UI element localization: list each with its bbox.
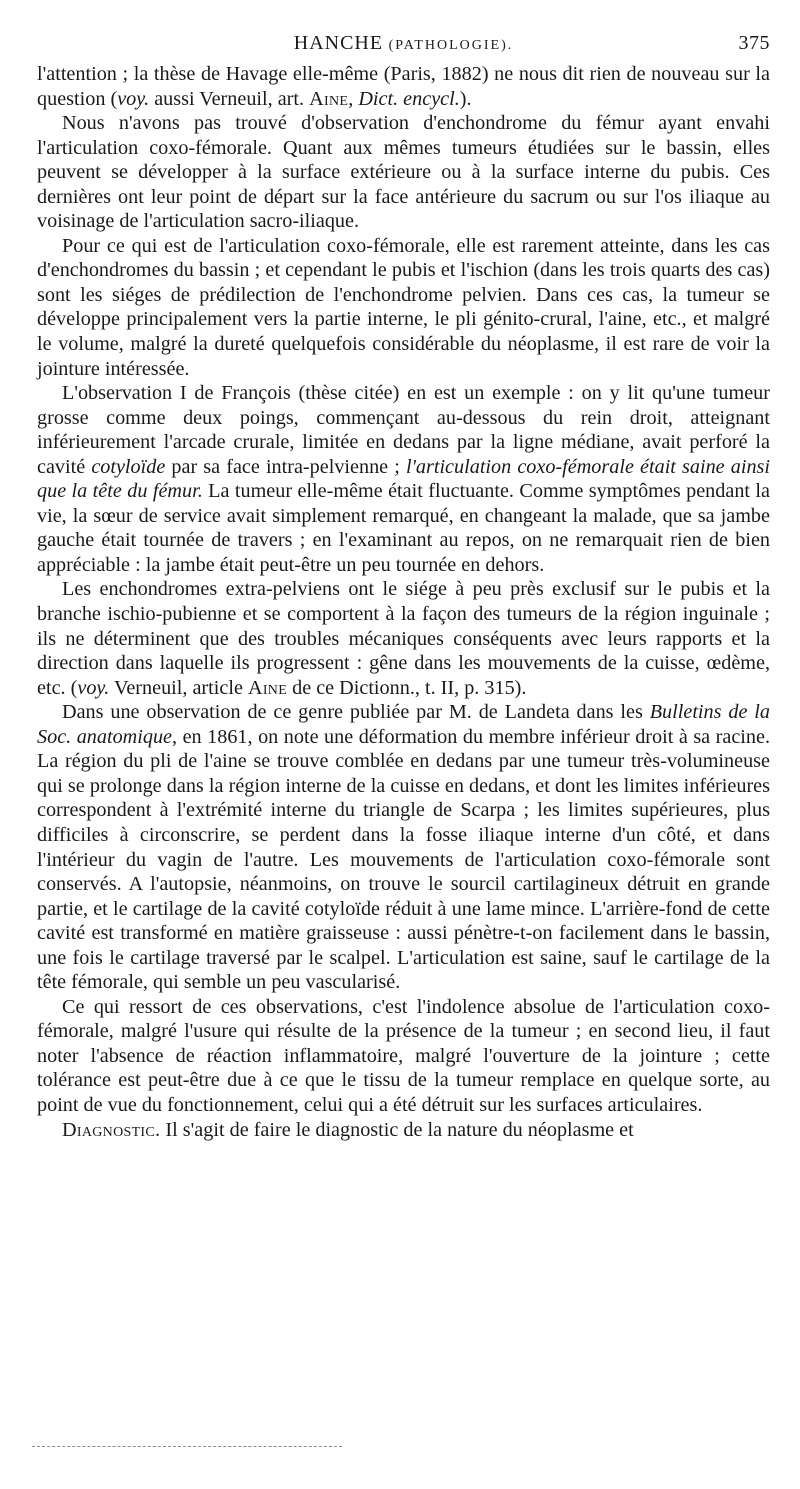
section-heading-diagnostic: Diagnostic. (62, 1118, 161, 1141)
paragraph-1: Nous n'avons pas trouvé d'observation d'enchondrome du fémur ayant envahi l'articulation coxo-fémorale. Quant aux mêmes tumeurs étudiées sur le bassin, elles peuvent se développer à la surface extérieure ou à la surface interne du pubis. Ces dernières ont leur point de départ sur la face antérieure du sacrum ou sur l'os iliaque au voisinage de l'articulation sacro-iliaque. (37, 112, 770, 233)
text-run: de ce Dictionn., t. II, p. 315). (287, 676, 527, 699)
small-caps-run: Aine (309, 87, 349, 110)
italic-run: Dict. encycl. (358, 87, 460, 110)
paragraph-5 (37, 700, 770, 995)
small-caps-run: Aine (247, 676, 288, 699)
paragraph-7 (37, 1118, 770, 1143)
page-number: 375 (738, 32, 770, 54)
text-run: par sa face intra-pelvienne ; (165, 455, 406, 478)
text-run: l'attention ; la thèse de Havage elle-même (Paris, 1882) ne nous dit rien de nouveau sur la question ( (37, 63, 770, 110)
italic-run: Bulletins de la Soc. anatomique (37, 701, 770, 748)
text-run: Il s'agit de faire le diagnostic de la nature du néoplasme et (160, 1118, 634, 1141)
paragraph-4 (37, 577, 770, 700)
text-run: L'observation I de François (thèse citée) en est un exemple : on y lit qu'une tumeur grosse comme deux poings, commençant au-dessous du rein droit, atteignant inférieurement l'arcade crurale, limitée en dedans par la ligne médiane, avait perforé la cavité (37, 382, 770, 478)
text-run: La tumeur elle-même était fluctuante. Comme symptômes pendant la vie, la sœur de service avait simplement remarqué, en changeant la malade, que sa jambe gauche était tournée de travers ; en l'examinant au repos, on ne remarquait rien de bien appréciable : la jambe était peut-être un peu tournée en dehors. (37, 480, 770, 576)
text-run: , en 1861, on note une déformation du membre inférieur droit à sa racine. La région du pli de l'aine se trouve comblée en dedans par une tumeur très-volumineuse qui se prolonge dans la région interne de la cuisse en dedans, et dont les limites inférieures correspondent à l'extrémité interne du triangle de Scarpa ; les limites supérieures, plus difficiles à circonscrire, se perdent dans la fosse iliaque interne d'un côté, et dans l'intérieur du vagin de l'autre. Les mouvements de l'articulation coxo-fémorale sont conservés. A l'autopsie, néanmoins, on trouve le sourcil cartilagineux détruit en grande partie, et le cartilage de la cavité cotyloïde réduit à une lame mince. L'arrière-fond de cette cavité est transformé en matière graisseuse : aussi pénètre-t-on facilement dans le bassin, une fois le cartilage traversé par le scalpel. L'articulation est saine, sauf le cartilage de la tête fémorale, qui semble un peu vascularisé. (37, 725, 771, 994)
running-title (37, 32, 770, 55)
text-run: Dans une observation de ce genre publiée par M. de Landeta dans les (62, 701, 650, 724)
running-title-main: HANCHE (293, 32, 384, 54)
italic-run: l'articulation coxo-fémorale était saine ainsi que la tête du fémur. (37, 455, 771, 503)
paragraph-2: Pour ce qui est de l'articulation coxo-fémorale, elle est rarement atteinte, dans les cas d'enchondromes du bassin ; et cependant le pubis et l'ischion (dans les trois quarts des cas) sont les siéges de prédilection de l'enchondrome pelvien. Dans ces cas, la tumeur se développe principalement vers la partie interne, le pli génito-crural, l'aine, etc., et malgré le volume, malgré la dureté quelquefois considérable du néoplasme, il est rare de voir la jointure intéressée. (37, 234, 770, 380)
text-run: aussi Verneuil, art. (149, 87, 310, 110)
text-run: , (348, 87, 359, 110)
paragraph-3 (37, 381, 770, 577)
text-run: Verneuil, article (109, 676, 248, 699)
text-run: Les enchondromes extra-pelviens ont le siége à peu près exclusif sur le pubis et la branche ischio-pubienne et se comportent à la façon des tumeurs de la région inguinale ; ils ne déterminent que des troubles mécaniques conséquents avec leurs rapports et la direction dans laquelle ils progressent : gêne dans les mouvements de la cuisse, œdème, etc. ( (37, 578, 770, 699)
text-run: ). (459, 87, 472, 110)
italic-run: cotyloïde (91, 455, 166, 478)
paragraph-6: Ce qui ressort de ces observations, c'est l'indolence absolue de l'articulation coxo-fémorale, malgré l'usure qui résulte de la présence de la tumeur ; en second lieu, il faut noter l'absence de réaction inflammatoire, malgré l'ouverture de la jointure ; cette tolérance est peut-être due à ce que le tissu de la tumeur remplace en quelque sorte, au point de vue du fonctionnement, celui qui a été détruit sur les surfaces articulaires. (37, 995, 770, 1116)
paragraph-0 (37, 62, 770, 111)
italic-run: voy. (77, 676, 110, 699)
body-text (37, 62, 770, 1142)
italic-run: voy. (117, 87, 150, 110)
running-title-sub: (PATHOLOGIE). (388, 38, 514, 53)
footer-rule (32, 1446, 342, 1447)
running-header (37, 28, 770, 62)
